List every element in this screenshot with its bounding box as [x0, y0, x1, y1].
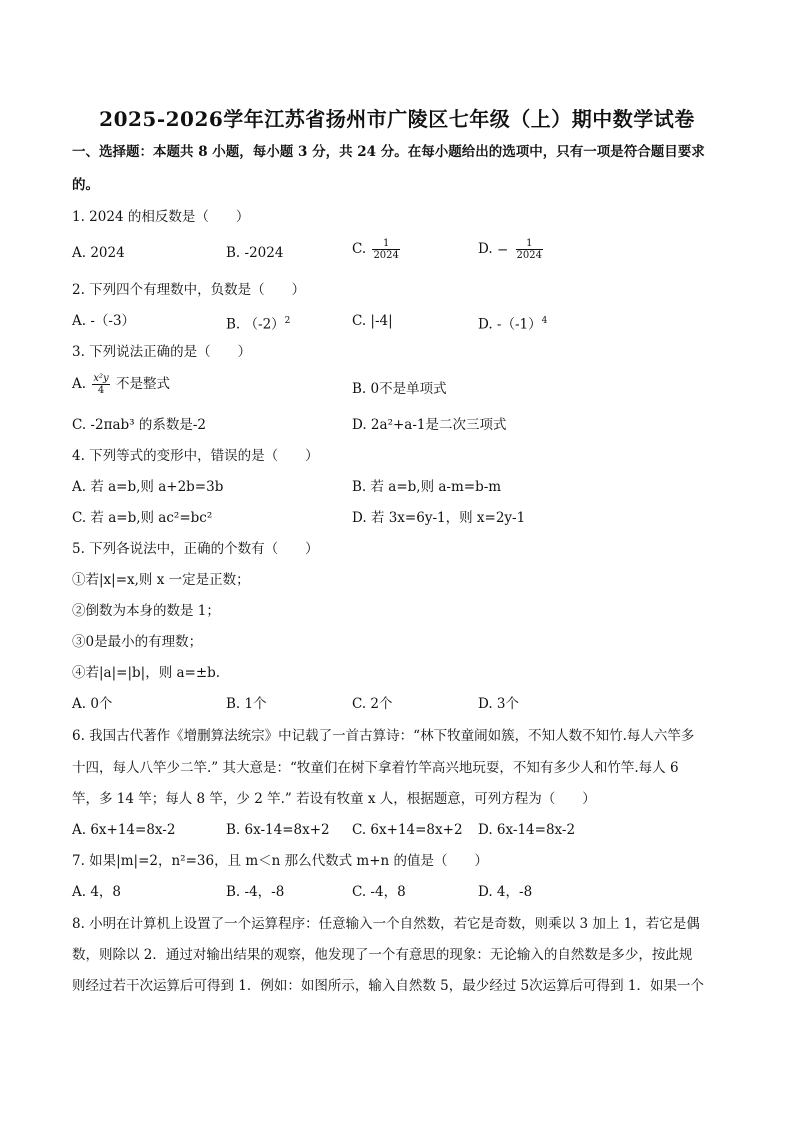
q2-stem: 2. 下列四个有理数中，负数是（ ） — [72, 282, 306, 298]
q1-option-a: A. 2024 — [72, 245, 125, 261]
q2-option-c: C. |-4| — [352, 313, 393, 329]
q4-stem: 4. 下列等式的变形中，错误的是（ ） — [72, 448, 319, 464]
q5-stem: 5. 下列各说法中，正确的个数有（ ） — [72, 541, 319, 557]
q2-option-b-base: B. （-2） — [226, 316, 285, 333]
q7-option-d: D. 4，-8 — [478, 884, 533, 900]
q1-option-c-numerator: 1 — [372, 238, 399, 250]
section-heading-line2: 的。 — [72, 177, 99, 193]
q1-option-c-fraction — [372, 238, 399, 261]
q3-option-a-denominator: 4 — [97, 385, 105, 396]
q2-option-d-base: D. -（-1） — [478, 316, 542, 333]
q3-option-a-label: A. — [72, 376, 87, 392]
q8-line-2: 数，则除以 2．通过对输出结果的观察，他发现了一个有意思的现象：无论输入的自然数是多少，按此规 — [72, 947, 693, 963]
q5-statement-2: ②倒数为本身的数是 1； — [72, 603, 220, 619]
q6-line-3: 竿，多 14 竿；每人 8 竿，少 2 竿.” 若设有牧童 x 人，根据题意，可列方程为（ ） — [72, 791, 596, 807]
q3-option-a-fraction — [92, 373, 109, 396]
q6-line-2: 十四，每人八竿少二竿.” 其大意是：“牧童们在树下拿着竹竿高兴地玩耍，不知有多少人和竹竿.每人 6 — [72, 760, 679, 776]
q5-option-b: B. 1个 — [226, 696, 267, 712]
q3-option-a-text: 不是整式 — [115, 376, 170, 392]
q7-stem: 7. 如果|m|=2，n²=36，且 m＜n 那么代数式 m+n 的值是（ ） — [72, 853, 489, 869]
q1-option-c-label: C. — [352, 241, 367, 257]
q1-stem: 1. 2024 的相反数是（ ） — [72, 209, 250, 225]
exam-title: 2025-2026学年江苏省扬州市广陵区七年级（上）期中数学试卷 — [99, 107, 695, 131]
q3-option-a-numerator: x²y — [93, 373, 109, 384]
q1-option-c-denominator: 2024 — [373, 250, 399, 261]
q1-option-d-denominator: 2024 — [516, 250, 542, 261]
q1-option-d-label: D. — [478, 241, 493, 257]
q1-option-d-numerator: 1 — [516, 238, 543, 250]
q1-option-d-sign: − — [496, 241, 509, 258]
q7-option-c: C. -4，8 — [352, 884, 406, 900]
q5-statement-4: ④若|a|=|b|，则 a=±b. — [72, 665, 221, 681]
q2-option-b — [226, 312, 290, 334]
q6-line-1: 6. 我国古代著作《增删算法统宗》中记载了一首古算诗：“林下牧童闹如簇，不知人数不知竹.每人六竿多 — [72, 728, 695, 744]
q3-stem: 3. 下列说法正确的是（ ） — [72, 344, 252, 360]
q4-option-a: A. 若 a=b,则 a+2b=3b — [72, 479, 224, 495]
q3-option-a — [72, 373, 170, 396]
q6-option-a: A. 6x+14=8x-2 — [72, 822, 176, 838]
q1-option-c — [352, 238, 402, 261]
q5-option-c: C. 2个 — [352, 696, 393, 712]
section-heading-line1: 一、选择题：本题共 8 小题，每小题 3 分，共 24 分。在每小题给出的选项中，只有一项是符合题目要求 — [72, 144, 705, 160]
q6-option-c: C. 6x+14=8x+2 — [352, 822, 463, 838]
q6-option-b: B. 6x-14=8x+2 — [226, 822, 330, 838]
q3-option-b: B. 0不是单项式 — [352, 381, 447, 397]
q2-option-a: A. -（-3） — [72, 313, 136, 329]
q5-option-d: D. 3个 — [478, 696, 520, 712]
q1-option-d-fraction — [516, 238, 543, 261]
q4-option-d: D. 若 3x=6y-1，则 x=2y-1 — [352, 510, 526, 526]
q2-option-d-exponent: 4 — [541, 316, 548, 326]
q8-line-1: 8. 小明在计算机上设置了一个运算程序：任意输入一个自然数，若它是奇数，则乘以 3 加上 1，若它是偶 — [72, 916, 700, 932]
q4-option-c: C. 若 a=b,则 ac²=bc² — [72, 510, 213, 526]
q1-option-d — [478, 238, 545, 261]
q7-option-a: A. 4，8 — [72, 884, 122, 900]
q3-option-c: C. -2πab³ 的系数是-2 — [72, 417, 206, 433]
q1-option-b: B. -2024 — [226, 245, 284, 261]
q2-option-d — [478, 312, 547, 334]
q7-option-b: B. -4，-8 — [226, 884, 285, 900]
q5-statement-1: ①若|x|=x,则 x 一定是正数； — [72, 572, 250, 588]
q6-option-d: D. 6x-14=8x-2 — [478, 822, 576, 838]
q5-option-a: A. 0个 — [72, 696, 113, 712]
q4-option-b: B. 若 a=b,则 a-m=b-m — [352, 479, 502, 495]
q3-option-d: D. 2a²+a-1是二次三项式 — [352, 417, 507, 433]
q2-option-b-exponent: 2 — [284, 316, 291, 326]
q8-line-3: 则经过若干次运算后可得到 1．例如：如图所示，输入自然数 5，最少经过 5次运算后可得到 1．如果一个 — [72, 978, 705, 994]
q5-statement-3: ③0是最小的有理数； — [72, 634, 203, 650]
